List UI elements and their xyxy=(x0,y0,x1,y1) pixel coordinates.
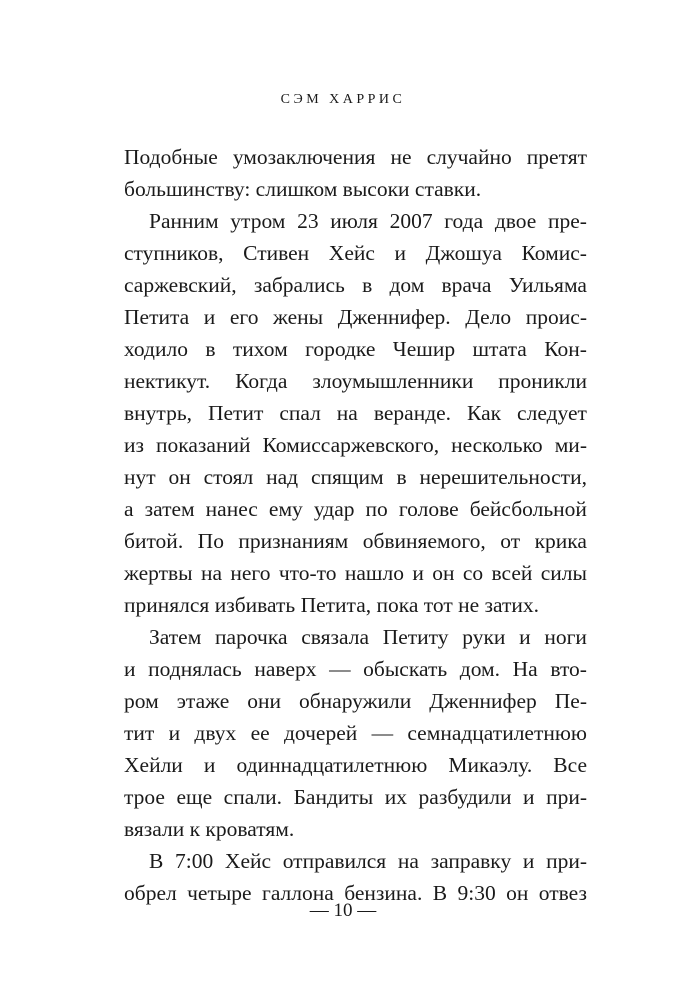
text-line: трое еще спали. Бандиты их разбудили и при- xyxy=(124,785,587,809)
body-text xyxy=(124,141,587,909)
text-line: из показаний Комиссаржевского, несколько ми- xyxy=(124,433,587,457)
text-line: тит и двух ее дочерей — семнадцатилетнюю xyxy=(124,721,587,745)
text-line: ходило в тихом городке Чешир штата Кон- xyxy=(124,337,587,361)
text-line: Затем парочка связала Петиту руки и ноги xyxy=(149,625,587,649)
paragraph xyxy=(124,205,587,621)
text-line: В 7:00 Хейс отправился на заправку и при- xyxy=(149,849,587,873)
text-line: Подобные умозаключения не случайно претят xyxy=(124,145,587,169)
text-line: Петита и его жены Дженнифер. Дело проис- xyxy=(124,305,587,329)
paragraph xyxy=(124,621,587,845)
text-line: нектикут. Когда злоумышленники проникли xyxy=(124,369,587,393)
text-line: обрел четыре галлона бензина. В 9:30 он отвез xyxy=(124,881,587,905)
text-line: внутрь, Петит спал на веранде. Как следует xyxy=(124,401,587,425)
text-line: большинству: слишком высоки ставки. xyxy=(124,177,482,201)
running-head: СЭМ ХАРРИС xyxy=(280,92,406,107)
text-line: Хейли и одиннадцатилетнюю Микаэлу. Все xyxy=(124,753,587,777)
text-line: и поднялась наверх — обыскать дом. На вто- xyxy=(124,657,587,681)
paragraph xyxy=(124,141,587,205)
text-line: жертвы на него что-то нашло и он со всей силы xyxy=(124,561,587,585)
text-line: ступников, Стивен Хейс и Джошуа Комис- xyxy=(124,241,587,265)
text-line: Ранним утром 23 июля 2007 года двое пре- xyxy=(149,209,587,233)
text-line: битой. По признаниям обвиняемого, от крика xyxy=(124,529,587,553)
text-line: вязали к кроватям. xyxy=(124,817,295,841)
text-line: нут он стоял над спящим в нерешительности, xyxy=(124,465,587,489)
text-line: принялся избивать Петита, пока тот не затих. xyxy=(124,593,540,617)
text-line: саржевский, забрались в дом врача Уильяма xyxy=(124,273,587,297)
text-line: а затем нанес ему удар по голове бейсбольной xyxy=(124,497,587,521)
page-number: — 10 — xyxy=(309,900,377,921)
text-line: ром этаже они обнаружили Дженнифер Пе- xyxy=(124,689,587,713)
